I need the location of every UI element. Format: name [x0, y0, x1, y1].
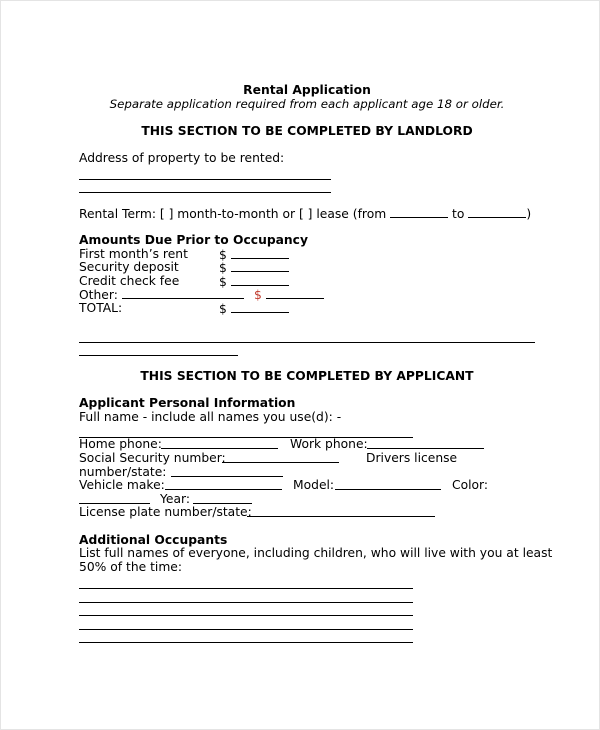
amount-field-total [219, 301, 289, 316]
amount-label-total: TOTAL: [79, 301, 123, 315]
home-phone-label: Home phone: [79, 437, 162, 451]
home-phone-field[interactable] [161, 437, 278, 449]
dollar-sign: $ [219, 248, 227, 262]
landlord-notes-line-2[interactable] [79, 355, 238, 356]
occupant-line[interactable] [79, 615, 413, 616]
rental-term-row [79, 206, 531, 221]
year-label: Year: [160, 492, 190, 506]
first-month-rent-field[interactable] [231, 247, 289, 259]
license-plate-label: License plate number/state: [79, 505, 252, 519]
other-label: Other: [79, 288, 118, 302]
model-field[interactable] [335, 478, 441, 490]
security-deposit-field[interactable] [231, 260, 289, 272]
vehicle-make-label: Vehicle make: [79, 478, 165, 492]
other-amount-field[interactable] [266, 287, 324, 299]
occupants-heading: Additional Occupants [79, 533, 228, 547]
occupant-line[interactable] [79, 588, 413, 589]
address-line-1[interactable] [79, 179, 331, 180]
color-label: Color: [452, 478, 489, 492]
ssn-label: Social Security number: [79, 451, 226, 465]
amount-label-other [79, 287, 244, 302]
dollar-sign: $ [219, 261, 227, 275]
occupants-instructions-1: List full names of everyone, including children, who will live with you at least [79, 546, 553, 560]
lease-to-field[interactable] [468, 206, 526, 218]
full-name-label: Full name - include all names you use(d): - [79, 410, 342, 424]
occupant-line[interactable] [79, 642, 413, 643]
landlord-notes-line-1[interactable] [79, 342, 535, 343]
occupant-line[interactable] [79, 602, 413, 603]
ssn-field[interactable] [222, 451, 339, 463]
address-line-2[interactable] [79, 192, 331, 193]
total-field[interactable] [231, 301, 289, 313]
amount-field-other [254, 287, 324, 302]
other-description-field[interactable] [122, 287, 244, 299]
amounts-heading: Amounts Due Prior to Occupancy [79, 233, 308, 247]
document-title: Rental Application [243, 83, 371, 97]
number-state-label: number/state: [79, 465, 167, 479]
lease-to-label: to [452, 207, 465, 221]
applicant-section-heading: THIS SECTION TO BE COMPLETED BY APPLICANT [140, 369, 474, 383]
landlord-section-heading: THIS SECTION TO BE COMPLETED BY LANDLORD [141, 124, 473, 138]
year-field[interactable] [193, 492, 252, 504]
color-field[interactable] [79, 492, 150, 504]
work-phone-label: Work phone: [290, 437, 368, 451]
rental-term-label: Rental Term: [ ] month-to-month or [ ] lease (from [79, 207, 387, 221]
dollar-sign: $ [254, 288, 262, 302]
dollar-sign: $ [219, 275, 227, 289]
personal-info-heading: Applicant Personal Information [79, 396, 296, 410]
work-phone-field[interactable] [367, 437, 484, 449]
occupant-line[interactable] [79, 629, 413, 630]
dollar-sign: $ [219, 302, 227, 316]
drivers-license-field[interactable] [171, 465, 283, 477]
amount-label-credit: Credit check fee [79, 274, 180, 288]
vehicle-make-field[interactable] [165, 478, 282, 490]
credit-check-fee-field[interactable] [231, 274, 289, 286]
amount-field-security [219, 260, 289, 275]
address-label: Address of property to be rented: [79, 151, 285, 165]
close-paren: ) [526, 207, 532, 221]
lease-from-field[interactable] [390, 206, 448, 218]
document-subtitle: Separate application required from each applicant age 18 or older. [109, 97, 505, 111]
amount-label-security: Security deposit [79, 260, 179, 274]
license-plate-field[interactable] [247, 505, 435, 517]
drivers-license-label: Drivers license [366, 451, 458, 465]
amount-label-first-month: First month’s rent [79, 247, 188, 261]
occupants-instructions-2: 50% of the time: [79, 560, 183, 574]
model-label: Model: [293, 478, 335, 492]
